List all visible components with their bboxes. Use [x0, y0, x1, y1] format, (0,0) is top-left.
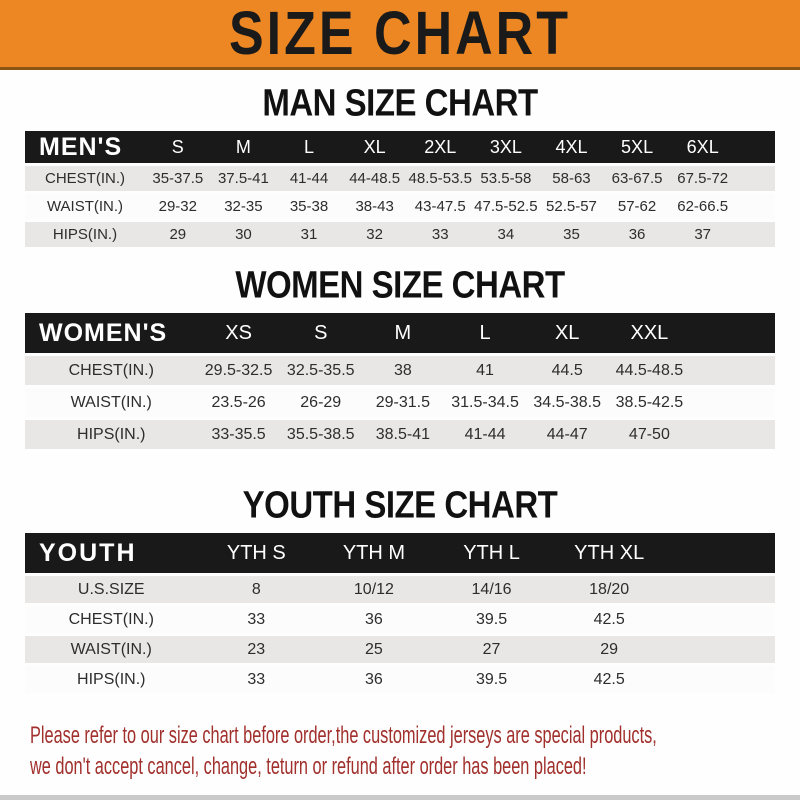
size-value-cell: 39.5 — [433, 666, 551, 693]
size-value-cell: 37.5-41 — [211, 166, 277, 191]
size-value-cell: 36 — [315, 666, 433, 693]
row-filler — [691, 420, 776, 449]
banner-title: SIZE CHART — [229, 0, 571, 68]
size-column-header: L — [444, 313, 526, 353]
footer-note-line2: we don't accept cancel, change, teturn or refund after order has been placed! — [30, 753, 587, 780]
measurement-row — [25, 636, 775, 663]
size-value-cell: 33-35.5 — [198, 420, 280, 449]
size-value-cell: 29-31.5 — [362, 388, 444, 417]
measurement-row — [25, 576, 775, 603]
row-filler — [691, 356, 776, 385]
row-filler — [736, 194, 776, 219]
size-column-header: XL — [526, 313, 608, 353]
bottom-edge-strip — [0, 795, 800, 800]
men-section-title-text: MAN SIZE CHART — [262, 81, 538, 124]
size-value-cell: 42.5 — [550, 606, 668, 633]
banner — [0, 0, 800, 70]
size-value-cell: 63-67.5 — [604, 166, 670, 191]
measurement-row — [25, 666, 775, 693]
size-value-cell: 52.5-57 — [539, 194, 605, 219]
size-value-cell: 29-32 — [145, 194, 211, 219]
size-value-cell: 31.5-34.5 — [444, 388, 526, 417]
size-column-header: YTH M — [315, 533, 433, 573]
measurement-row — [25, 606, 775, 633]
measurement-label: CHEST(IN.) — [25, 166, 145, 191]
size-value-cell: 10/12 — [315, 576, 433, 603]
size-value-cell: 38 — [362, 356, 444, 385]
size-value-cell: 43-47.5 — [407, 194, 473, 219]
size-column-header: 5XL — [604, 131, 670, 163]
size-value-cell: 37 — [670, 222, 736, 247]
size-value-cell: 62-66.5 — [670, 194, 736, 219]
table-category-label: YOUTH — [25, 533, 198, 573]
size-value-cell: 14/16 — [433, 576, 551, 603]
size-value-cell: 34.5-38.5 — [526, 388, 608, 417]
size-value-cell: 39.5 — [433, 606, 551, 633]
row-filler — [691, 388, 776, 417]
size-value-cell: 67.5-72 — [670, 166, 736, 191]
header-filler — [668, 533, 775, 573]
youth-section-title-text: YOUTH SIZE CHART — [242, 483, 558, 526]
size-value-cell: 44.5-48.5 — [608, 356, 690, 385]
women-section-title — [0, 263, 800, 306]
size-column-header: YTH S — [198, 533, 316, 573]
measurement-label: HIPS(IN.) — [25, 420, 198, 449]
table-category-label: WOMEN'S — [25, 313, 198, 353]
size-column-header: 2XL — [407, 131, 473, 163]
row-filler — [668, 576, 775, 603]
men-section-title — [0, 81, 800, 124]
size-value-cell: 53.5-58 — [473, 166, 539, 191]
women-size-table — [25, 310, 775, 452]
size-column-header: S — [145, 131, 211, 163]
size-value-cell: 33 — [198, 606, 316, 633]
size-column-header: L — [276, 131, 342, 163]
measurement-label: U.S.SIZE — [25, 576, 198, 603]
measurement-label: WAIST(IN.) — [25, 388, 198, 417]
size-value-cell: 35.5-38.5 — [280, 420, 362, 449]
size-value-cell: 34 — [473, 222, 539, 247]
size-column-header: XS — [198, 313, 280, 353]
size-value-cell: 33 — [198, 666, 316, 693]
size-column-header: 3XL — [473, 131, 539, 163]
measurement-label: CHEST(IN.) — [25, 356, 198, 385]
size-value-cell: 48.5-53.5 — [407, 166, 473, 191]
size-value-cell: 8 — [198, 576, 316, 603]
measurement-label: WAIST(IN.) — [25, 636, 198, 663]
size-value-cell: 41-44 — [444, 420, 526, 449]
measurement-row — [25, 420, 775, 449]
size-column-header: YTH XL — [550, 533, 668, 573]
size-value-cell: 41-44 — [276, 166, 342, 191]
row-filler — [736, 166, 776, 191]
footer-note — [0, 720, 800, 782]
size-value-cell: 58-63 — [539, 166, 605, 191]
size-value-cell: 23 — [198, 636, 316, 663]
size-value-cell: 35-37.5 — [145, 166, 211, 191]
size-value-cell: 57-62 — [604, 194, 670, 219]
size-value-cell: 47.5-52.5 — [473, 194, 539, 219]
measurement-label: HIPS(IN.) — [25, 222, 145, 247]
row-filler — [668, 606, 775, 633]
size-column-header: YTH L — [433, 533, 551, 573]
size-value-cell: 32 — [342, 222, 408, 247]
size-value-cell: 27 — [433, 636, 551, 663]
row-filler — [736, 222, 776, 247]
size-table-header-row — [25, 533, 775, 573]
measurement-row — [25, 222, 775, 247]
size-column-header: XL — [342, 131, 408, 163]
size-value-cell: 23.5-26 — [198, 388, 280, 417]
measurement-label: WAIST(IN.) — [25, 194, 145, 219]
size-value-cell: 33 — [407, 222, 473, 247]
size-value-cell: 36 — [604, 222, 670, 247]
size-value-cell: 18/20 — [550, 576, 668, 603]
footer-note-line1: Please refer to our size chart before order,the customized jerseys are special products, — [30, 722, 657, 749]
size-value-cell: 44-47 — [526, 420, 608, 449]
measurement-row — [25, 388, 775, 417]
measurement-label: HIPS(IN.) — [25, 666, 198, 693]
size-column-header: M — [362, 313, 444, 353]
row-filler — [668, 636, 775, 663]
size-value-cell: 26-29 — [280, 388, 362, 417]
size-value-cell: 31 — [276, 222, 342, 247]
size-table-header-row — [25, 313, 775, 353]
size-value-cell: 44.5 — [526, 356, 608, 385]
row-filler — [668, 666, 775, 693]
size-value-cell: 38.5-41 — [362, 420, 444, 449]
measurement-row — [25, 194, 775, 219]
size-value-cell: 32.5-35.5 — [280, 356, 362, 385]
size-value-cell: 38.5-42.5 — [608, 388, 690, 417]
header-filler — [691, 313, 776, 353]
size-value-cell: 42.5 — [550, 666, 668, 693]
size-value-cell: 30 — [211, 222, 277, 247]
size-column-header: M — [211, 131, 277, 163]
youth-section-title — [0, 483, 800, 526]
size-value-cell: 38-43 — [342, 194, 408, 219]
measurement-label: CHEST(IN.) — [25, 606, 198, 633]
size-value-cell: 44-48.5 — [342, 166, 408, 191]
youth-size-table — [25, 530, 775, 696]
table-category-label: MEN'S — [25, 131, 145, 163]
size-value-cell: 47-50 — [608, 420, 690, 449]
size-value-cell: 29.5-32.5 — [198, 356, 280, 385]
size-column-header: 6XL — [670, 131, 736, 163]
size-value-cell: 29 — [145, 222, 211, 247]
size-value-cell: 29 — [550, 636, 668, 663]
size-table-header-row — [25, 131, 775, 163]
women-section-title-text: WOMEN SIZE CHART — [235, 263, 565, 306]
size-column-header: S — [280, 313, 362, 353]
header-filler — [736, 131, 776, 163]
measurement-row — [25, 166, 775, 191]
size-value-cell: 32-35 — [211, 194, 277, 219]
measurement-row — [25, 356, 775, 385]
size-value-cell: 35 — [539, 222, 605, 247]
size-column-header: 4XL — [539, 131, 605, 163]
men-size-table — [25, 128, 775, 250]
size-value-cell: 41 — [444, 356, 526, 385]
size-value-cell: 36 — [315, 606, 433, 633]
size-value-cell: 25 — [315, 636, 433, 663]
size-value-cell: 35-38 — [276, 194, 342, 219]
size-column-header: XXL — [608, 313, 690, 353]
